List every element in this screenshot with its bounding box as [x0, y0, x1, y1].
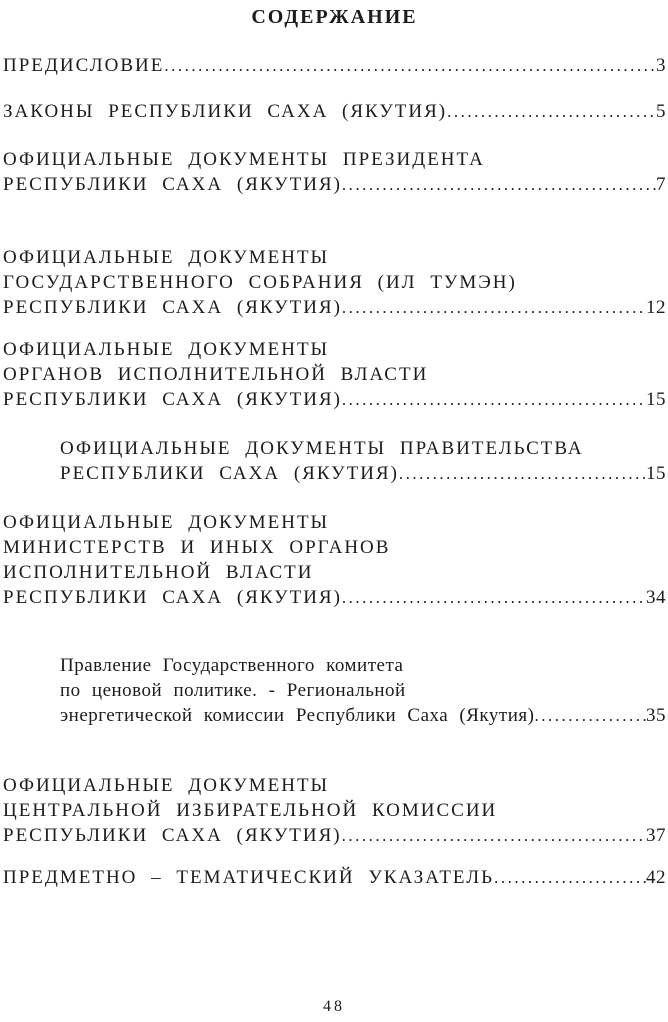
entry-lines — [3, 99, 666, 124]
toc-page-number: 37 — [646, 825, 666, 846]
toc-entry-text: РЕСПУБЛИКИ САХА (ЯКУТИЯ) — [3, 174, 342, 195]
toc-line — [3, 53, 666, 78]
dot-leader — [342, 172, 656, 197]
toc-entry-text: ОФИЦИАЛЬНЫЕ ДОКУМЕНТЫ — [3, 512, 330, 533]
toc-entry — [3, 510, 666, 610]
toc-entry — [3, 147, 666, 197]
dot-leader — [494, 865, 646, 890]
toc-entry-text: РЕСПУБЛИКИ САХА (ЯКУТИЯ) — [3, 587, 342, 608]
toc-entry-text: ГОСУДАРСТВЕННОГО СОБРАНИЯ (ИЛ ТУМЭН) — [3, 272, 517, 293]
toc-entry — [3, 245, 666, 320]
toc-entry-text: ЗАКОНЫ РЕСПУБЛИКИ САХА (ЯКУТИЯ) — [3, 101, 448, 122]
toc-entry — [3, 53, 666, 78]
dot-leader — [342, 295, 646, 320]
dot-leader — [342, 585, 646, 610]
toc-list — [3, 53, 666, 890]
toc-line — [3, 773, 666, 798]
toc-line — [3, 172, 666, 197]
toc-entry-text: ОФИЦИАЛЬНЫЕ ДОКУМЕНТЫ ПРЕЗИДЕНТА — [3, 149, 485, 170]
toc-entry — [3, 436, 666, 486]
dot-leader — [534, 703, 646, 728]
toc-line — [60, 653, 666, 678]
entry-lines — [60, 653, 666, 728]
entry-lines — [3, 245, 666, 320]
dot-leader — [164, 53, 656, 78]
toc-entry — [3, 773, 666, 848]
toc-line — [3, 362, 666, 387]
toc-line — [60, 678, 666, 703]
page-title: СОДЕРЖАНИЕ — [251, 6, 418, 28]
toc-entry-text: ПРЕДИСЛОВИЕ — [3, 55, 165, 76]
toc-entry-text: РЕСПУБЛИКИ САХА (ЯКУТИЯ) — [3, 389, 342, 410]
toc-entry-text: МИНИСТЕРСТВ И ИНЫХ ОРГАНОВ — [3, 537, 391, 558]
toc-entry-text: Правление Государственного комитета — [60, 655, 404, 676]
toc-page-number: 35 — [646, 705, 666, 726]
toc-line — [3, 147, 666, 172]
toc-line — [60, 436, 666, 461]
toc-line — [3, 798, 666, 823]
entry-lines — [3, 53, 666, 78]
entry-lines — [3, 865, 666, 890]
toc-page-number: 42 — [646, 867, 666, 888]
toc-page-number: 15 — [646, 389, 666, 410]
toc-line — [3, 823, 666, 848]
toc-line — [3, 535, 666, 560]
toc-line — [3, 295, 666, 320]
toc-page-number: 12 — [646, 297, 666, 318]
toc-line — [3, 585, 666, 610]
toc-entry-text: по ценовой политике. - Региональной — [60, 680, 406, 701]
toc-entry-text: РЕСПУЬЛИКИ САХА (ЯКУТИЯ) — [3, 825, 342, 846]
toc-line — [3, 560, 666, 585]
entry-lines — [60, 436, 666, 486]
toc-page-number: 3 — [656, 55, 666, 76]
toc-line — [3, 245, 666, 270]
toc-entry-text: РЕСПУБЛИКИ САХА (ЯКУТИЯ) — [60, 463, 399, 484]
toc-page-number: 15 — [646, 463, 666, 484]
toc-line — [3, 99, 666, 124]
toc-line — [3, 387, 666, 412]
dot-leader — [342, 387, 646, 412]
toc-entry-text: РЕСПУБЛИКИ САХА (ЯКУТИЯ) — [3, 297, 342, 318]
toc-entry-text: ОРГАНОВ ИСПОЛНИТЕЛЬНОЙ ВЛАСТИ — [3, 364, 429, 385]
toc-entry — [3, 337, 666, 412]
entry-lines — [3, 337, 666, 412]
toc-entry-text: ОФИЦИАЛЬНЫЕ ДОКУМЕНТЫ — [3, 775, 330, 796]
toc-entry-text: ОФИЦИАЛЬНЫЕ ДОКУМЕНТЫ — [3, 247, 330, 268]
dot-leader — [342, 823, 646, 848]
toc-line — [3, 510, 666, 535]
toc-entry-text: ЦЕНТРАЛЬНОЙ ИЗБИРАТЕЛЬНОЙ КОМИССИИ — [3, 800, 498, 821]
toc-entry-text: ИСПОЛНИТЕЛЬНОЙ ВЛАСТИ — [3, 562, 314, 583]
toc-line — [3, 337, 666, 362]
entry-lines — [3, 773, 666, 848]
toc-entry — [3, 865, 666, 890]
toc-entry-text: ПРЕДМЕТНО – ТЕМАТИЧЕСКИЙ УКАЗАТЕЛЬ — [3, 867, 495, 888]
toc-page-number: 5 — [656, 101, 666, 122]
toc-entry-text: ОФИЦИАЛЬНЫЕ ДОКУМЕНТЫ — [3, 339, 330, 360]
toc-entry — [3, 99, 666, 124]
toc-line — [3, 865, 666, 890]
toc-entry-text: энергетической комиссии Республики Саха (Якутия) — [60, 705, 535, 726]
toc-line — [60, 703, 666, 728]
toc-page-number: 34 — [646, 587, 666, 608]
toc-line — [60, 461, 666, 486]
footer-page-number: 48 — [323, 998, 345, 1015]
toc-line — [3, 270, 666, 295]
entry-lines — [3, 147, 666, 197]
dot-leader — [399, 461, 646, 486]
toc-entry-text: ОФИЦИАЛЬНЫЕ ДОКУМЕНТЫ ПРАВИТЕЛЬСТВА — [60, 438, 584, 459]
toc-page-number: 7 — [656, 174, 666, 195]
toc-entry — [3, 653, 666, 728]
dot-leader — [447, 99, 656, 124]
entry-lines — [3, 510, 666, 610]
